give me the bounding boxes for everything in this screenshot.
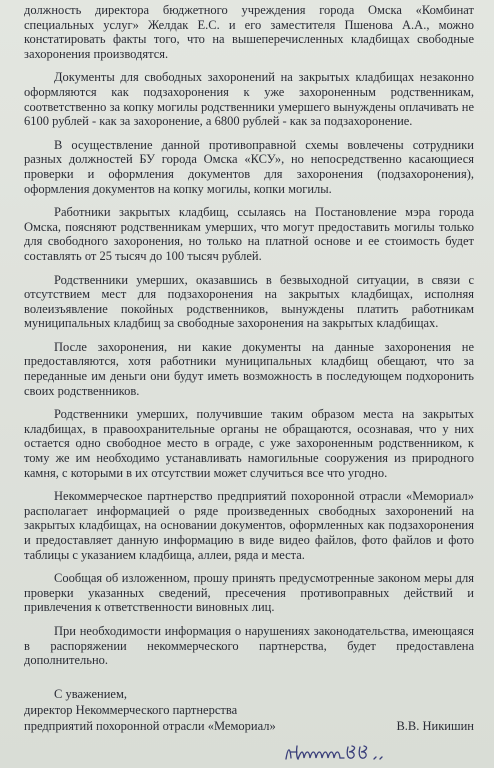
handwritten-signature bbox=[282, 741, 392, 765]
paragraph-7: Родственники умерших, получившие таким образом места на закрытых кладбищах, в правоохранительные органы не обращаются, осознавая, что у них остается одно свободное место в ограде, с уже захороненным родственником, к тому же им необходимо устанавливать намогильные сооружения из природного камня, с которыми в их отсутствии может случиться все что угодно. bbox=[24, 407, 474, 480]
closing-block bbox=[24, 686, 474, 734]
paragraph-8: Некоммерческое партнерство предприятий похоронной отрасли «Мемориал» располагает информацией о ряде произведенных свободных захоронений на закрытых кладбищах, на основании документов, оформленных как подзахоронения и предоставляет данную информацию в виде видео файлов, фото файлов и фото таблицы с указанием кладбища, аллеи, ряда и места. bbox=[24, 489, 474, 562]
signer-title-line1: директор Некоммерческого партнерства bbox=[24, 703, 238, 717]
paragraph-4: Работники закрытых кладбищ, ссылаясь на Постановление мэра города Омска, поясняют родственникам умерших, что могут предоставить могилы только для свободного захоронения, но только на платной основе и ее стоимость будет составлять от 25 тысяч до 100 тысяч рублей. bbox=[24, 205, 474, 263]
paragraph-6: После захоронения, ни какие документы на данные захоронения не предоставляются, хотя работники муниципальных кладбищ обещают, что за переданные им деньги они будут иметь возможность в последующем подхоронить своих родственников. bbox=[24, 339, 474, 398]
signer-name: В.В. Никишин bbox=[396, 719, 474, 733]
signer-row bbox=[24, 718, 474, 734]
closing-greeting: С уважением, bbox=[54, 687, 127, 701]
paragraph-2: Документы для свободных захоронений на закрытых кладбищах незаконно оформляются как подзахоронения к уже захороненным родственникам, соответственно за копку могилы родственники умершего вынуждены оплачивать не 6100 рублей - как за захоронение, а 6800 рублей - как за подзахоронение. bbox=[24, 70, 474, 129]
paragraph-3: В осуществление данной противоправной схемы вовлечены сотрудники разных должностей БУ города Омска «КСУ», но непосредственно касающиеся проверки и оформления документов для захоронения (подзахоронения), оформления документов на копку могилы, копки могилы. bbox=[24, 137, 474, 196]
paragraph-1: должность директора бюджетного учреждения города Омска «Комбинат специальных услуг» Желдак Е.С. и его заместителя Пшенова А.А., можно констатировать факты того, что на вышеперечисленных кладбищах свободные захоронения производятся. bbox=[24, 3, 474, 61]
paragraph-10: При необходимости информация о нарушениях законодательства, имеющаяся в распоряжении некоммерческого партнерства, будет предоставлена дополнительно. bbox=[24, 623, 474, 668]
paragraph-9: Сообщая об изложенном, прошу принять предусмотренные законом меры для проверки указанных сведений, пресечения противоправных действий и привлечения к ответственности виновных лиц. bbox=[24, 571, 474, 615]
signer-title-line2: предприятий похоронной отрасли «Мемориал» bbox=[24, 719, 276, 733]
paragraph-5: Родственники умерших, оказавшись в безвыходной ситуации, в связи с отсутствием мест для подзахоронения на закрытых кладбищах, исполняя волеизъявление покойных родственников, вынуждены платить работникам муниципальных кладбищ за свободные захоронения на закрытых кладбищах. bbox=[24, 272, 474, 331]
